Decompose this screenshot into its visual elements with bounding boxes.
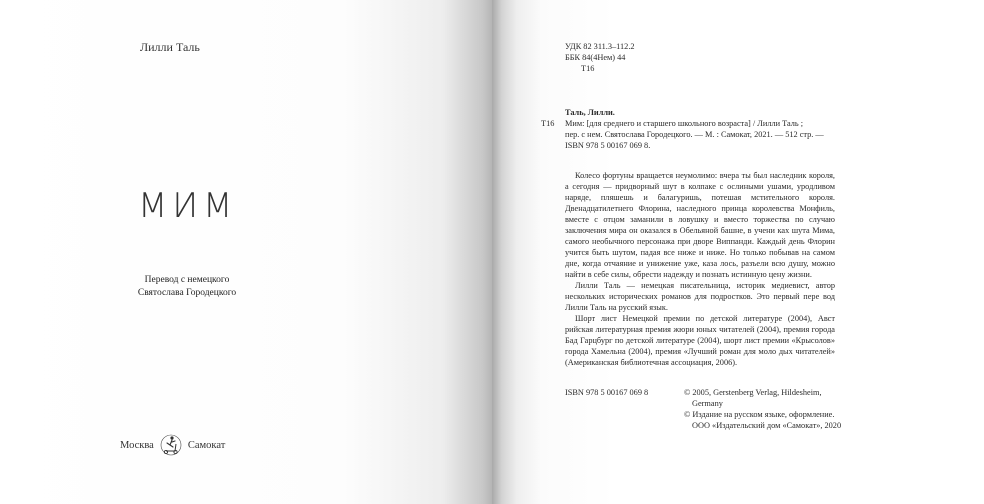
bbk-code: ББК 84(4Нем) 44 [565, 53, 626, 62]
bibliographic-record [565, 107, 824, 151]
biblio-line: пер. с нем. Святослава Городецкого. — М. : Самокат, 2021. — 512 стр. — [565, 130, 824, 139]
annotation-paragraph: Шорт лист Немецкой премии по детской литературе (2004), Авст рийская литературная премия жюри юных читателей (2004), премия города Бад Гарцбург по детской литературе (2004), шорт лист премии «Крысолов» города Хамельна (2004), премия «Лучший роман для моло дых читателей» (Американская библиотечная ассоциация, 2006). [565, 314, 835, 367]
annotation-paragraph: Лилли Таль — немецкая писательница, историк медиевист, автор нескольких исторических романов для подростков. Это первый пере вод Лилли Таль на русский язык. [565, 281, 835, 312]
biblio-line: Мим: [для среднего и старшего школьного возраста] / Лилли Таль ; [565, 119, 804, 128]
biblio-line: ISBN 978 5 00167 069 8. [565, 141, 651, 150]
publisher-imprint [120, 433, 225, 457]
classification-codes [565, 41, 635, 74]
publisher-city: Москва [120, 439, 154, 451]
translator-credit [132, 274, 242, 300]
author-name: Лилли Таль [140, 40, 200, 54]
copyright-line: © 2005, Gerstenberg Verlag, Hildesheim, [684, 388, 822, 397]
book-title: МИМ [138, 186, 238, 226]
udk-code: УДК 82 311.3–112.2 [565, 42, 635, 51]
isbn-number: ISBN 978 5 00167 069 8 [565, 388, 649, 397]
publisher-name: Самокат [187, 439, 226, 451]
copyright-notice [684, 387, 864, 431]
translator-line: Перевод с немецкого [144, 275, 230, 285]
annotation-paragraph: Колесо фортуны вращается неумолимо: вчера ты был наследник короля, а сегодня — придворный шут в колпаке с ослиными ушами, уродливом наряде, пляшешь и балагуришь, потешая мстительного короля. Двенадцатилетнего Флорина, наследного принца королевства Монфиль, вместе с отцом заманили в ловушку и вместо торжества по случаю заключения мира он оказался в Обельяной башне, в учени ках шута Мима, самого необычного персонажа при дворе Виппанди. Каждый день Флорин учится быть шутом, падая все ниже и ниже. Но только побывав на самом дне, когда отчаяние и унижение уже, каза лось, разъели всю душу, можно найти в себе силы, обрести надежду и познать истинную цену жизни. [565, 171, 835, 279]
scooter-rider-icon [160, 433, 182, 457]
copyright-line: Germany [692, 399, 723, 408]
biblio-heading: Таль, Лилли. [565, 108, 615, 117]
translator-line: Святослава Городецкого [137, 288, 237, 298]
author-mark: Т16 [581, 64, 595, 73]
copyright-line: ООО «Издательский дом «Самокат», 2020 [692, 421, 842, 430]
biblio-author-mark: Т16 [541, 119, 555, 128]
annotation-block [565, 170, 835, 368]
copyright-line: © Издание на русском языке, оформление. [684, 410, 835, 419]
